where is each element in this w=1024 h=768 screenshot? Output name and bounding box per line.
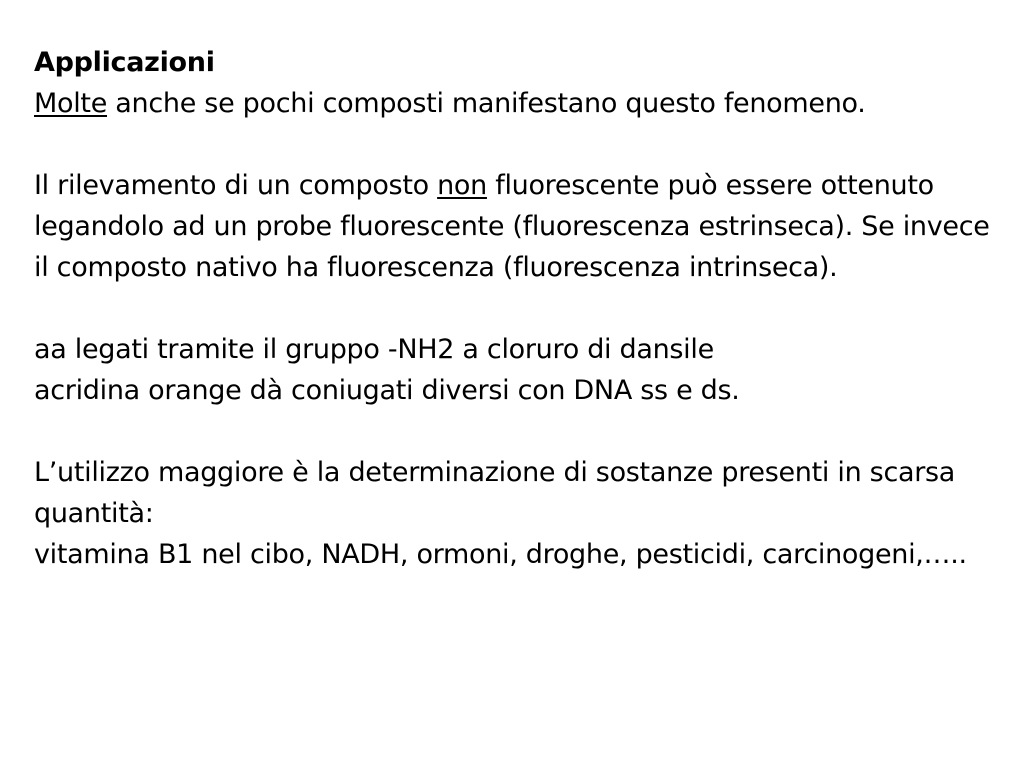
intro-paragraph <box>34 83 994 124</box>
slide-title: Applicazioni <box>34 47 215 78</box>
spacer <box>34 288 994 329</box>
examples-line-1: aa legati tramite il gruppo -NH2 a cloruro di dansile <box>34 334 714 365</box>
examples-line-2: acridina orange dà coniugati diversi con DNA ss e ds. <box>34 375 740 406</box>
spacer <box>34 411 994 452</box>
slide-content <box>34 42 994 575</box>
usage-paragraph: L’utilizzo maggiore è la determinazione di sostanze presenti in scarsa quantità: <box>34 457 956 529</box>
spacer <box>34 124 994 165</box>
detection-text-after: fluorescente può essere ottenuto legandolo ad un probe fluorescente (fluorescenza estrinseca). Se invece il composto nativo ha fluorescenza (fluorescenza intrinseca). <box>34 170 990 283</box>
detection-text-before: Il rilevamento di un composto <box>34 170 438 201</box>
intro-text: anche se pochi composti manifestano questo fenomeno. <box>107 88 866 119</box>
intro-underlined-word: Molte <box>34 88 108 119</box>
usage-list: vitamina B1 nel cibo, NADH, ormoni, droghe, pesticidi, carcinogeni,….. <box>34 539 967 570</box>
detection-paragraph <box>34 165 994 288</box>
detection-underlined-word: non <box>437 170 487 201</box>
